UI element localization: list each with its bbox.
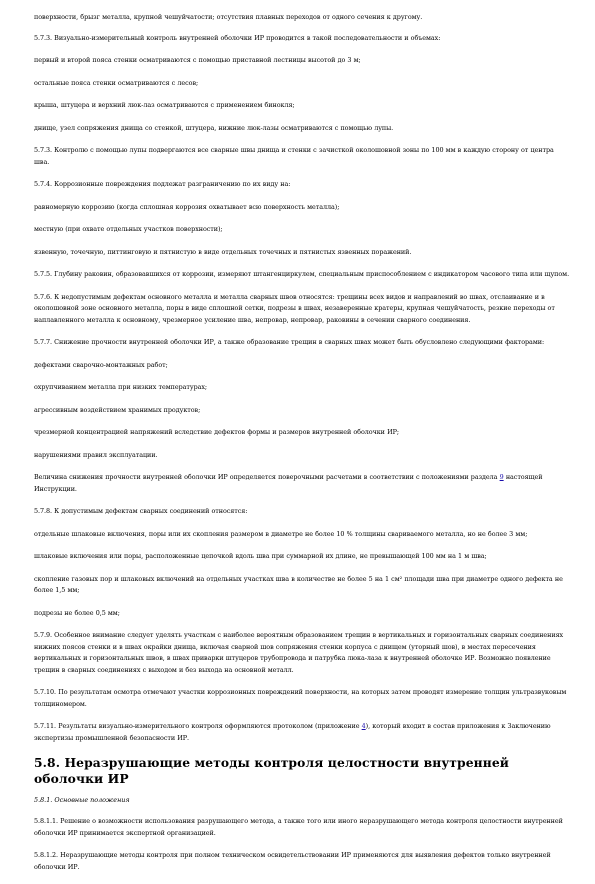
paragraph: 5.7.3. Визуально-измерительный контроль внутренней оболочки ИР проводится в такой последовательности и объемах: [34,33,441,42]
paragraph: 5.8.1.2. Неразрушающие методы контроля при полном техническом освидетельствовании ИР применяются для выявления дефектов только внутренней оболочки ИР. [34,851,551,871]
paragraph: 5.7.10. По результатам осмотра отмечают участки коррозионных повреждений поверхности, на которых затем проводят измерение толщин ультразвуковым толщиномером. [34,688,567,708]
paragraph: язвенную, точечную, питтинговую и пятнистую в виде отдельных точечных и пятнистых язвенных поражений. [34,247,412,256]
paragraph: первый и второй пояса стенки осматриваются с помощью приставной лестницы высотой до 3 м; [34,56,361,64]
paragraph: 5.7.3. Контролю с помощью лупы подвергаются все сварные швы днища и стенки с зачисткой околошовной зоны по 100 мм в каждую сторону от центра шва. [34,146,554,166]
paragraph: агрессивным воздействием хранимых продуктов; [34,405,201,414]
paragraph: 5.8.1.1. Решение о возможности использования разрушающего метода, а также того или иного неразрушающего метода контроля целостности внутренней оболочки ИР принимается экспертной организацией. [34,817,563,837]
paragraph: крыша, штуцера и верхний люк-лаз осматриваются с применением бинокля; [34,101,295,109]
paragraph-with-link [34,472,570,495]
paragraph: шлаковые включения или поры, расположенные цепочкой вдоль шва при суммарной их длине, не превышающей 100 мм на 1 м шва; [34,552,487,560]
paragraph: 5.7.6. К недопустимым дефектам основного металла и металла сварных швов относятся: трещины всех видов и направлений во швах, отслаивание и в околошовной зоне основного металла, поры в виде сплошной сетки, подрезы в швах, незаверенные кратеры, крупная чешуйчатость, резкие переходы от наплавленного металла к основному, чрезмерное усиление шва, непровар, непровар, раковины в сечении сварного соединения. [34,292,555,324]
paragraph: отдельные шлаковые включения, поры или их скопления размером в диаметре не более 10 % толщины свариваемого металла, но не более 3 мм; [34,529,528,538]
paragraph: днище, узел сопряжения днища со стенкой, штуцера, нижние люк-лазы осматриваются с помощью лупы. [34,123,394,132]
document-page [34,12,570,884]
paragraph: дефектами сварочно-монтажных работ; [34,360,168,369]
paragraph: скопление газовых пор и шлаковых включений на отдельных участках шва в количестве не более 5 на 1 см² площади шва при диаметре одного дефекта не более 1,5 мм; [34,574,563,594]
paragraph: 5.7.4. Коррозионные повреждения подлежат разграничению по их виду на: [34,180,291,188]
section-heading: 5.8. Неразрушающие методы контроля целостности внутренней оболочки ИР [34,755,509,786]
section-9-link[interactable]: 9 [499,473,504,481]
paragraph: 5.7.9. Особенное внимание следует уделять участкам с наиболее вероятным образованием трещин в вертикальных и горизонтальных сварных соединениях нижних поясов стенки и в швах окрайки днища, включая сварной шов сопряжения стенки корпуса с днищем (уторный шов), в местах пересечения вертикальных и горизонтальных швов, в швах приварки штуцеров трубопровода и патрубка люка-лаза к внутренней оболочке ИР. Возможно появление трещин в сварных соединениях с выходом и без выхода на основной металл. [34,631,564,674]
text: Величина снижения прочности внутренней оболочки ИР определяется поверочными расчетами в соответствии с положениями раздела [34,473,500,481]
appendix-4-link[interactable]: 4 [361,722,366,730]
paragraph: поверхности, брызг металла, крупной чешуйчатости; отсутствия плавных переходов от одного сечения к другому. [34,13,423,21]
paragraph: подрезы не более 0,5 мм; [34,608,120,617]
text: ), который входит в состав приложения к Заключению экспертизы промышленной безопасности ИР. [34,722,551,742]
paragraph: местную (при охвате отдельных участков поверхности); [34,225,223,233]
paragraph: чрезмерной концентрацией напряжений вследствие дефектов формы и размеров внутренней оболочки ИР; [34,428,399,436]
paragraph: 5.7.7. Снижение прочности внутренней оболочки ИР, а также образование трещин в сварных швах может быть обусловлено следующими факторами: [34,338,545,346]
text: 5.7.11. Результаты визуально-измерительного контроля оформляются протоколом (приложение [34,722,362,730]
paragraph: нарушениями правил эксплуатации. [34,450,158,459]
paragraph: остальные пояса стенки осматриваются с лесов; [34,78,199,87]
text: настоящей Инструкции. [34,473,543,493]
paragraph: охрупчиванием металла при низких температурах; [34,383,208,391]
paragraph-with-link [34,721,570,744]
paragraph: 5.7.8. К допустимым дефектам сварных соединений относятся: [34,507,248,515]
paragraph: 5.7.5. Глубину раковин, образовавшихся от коррозии, измеряют штангенциркулем, специальным приспособлением с индикатором часового типа или щупом. [34,270,570,278]
subsection-heading: 5.8.1. Основные положения [34,796,130,804]
paragraph: равномерную коррозию (когда сплошная коррозия охватывает всю поверхность металла); [34,202,340,211]
